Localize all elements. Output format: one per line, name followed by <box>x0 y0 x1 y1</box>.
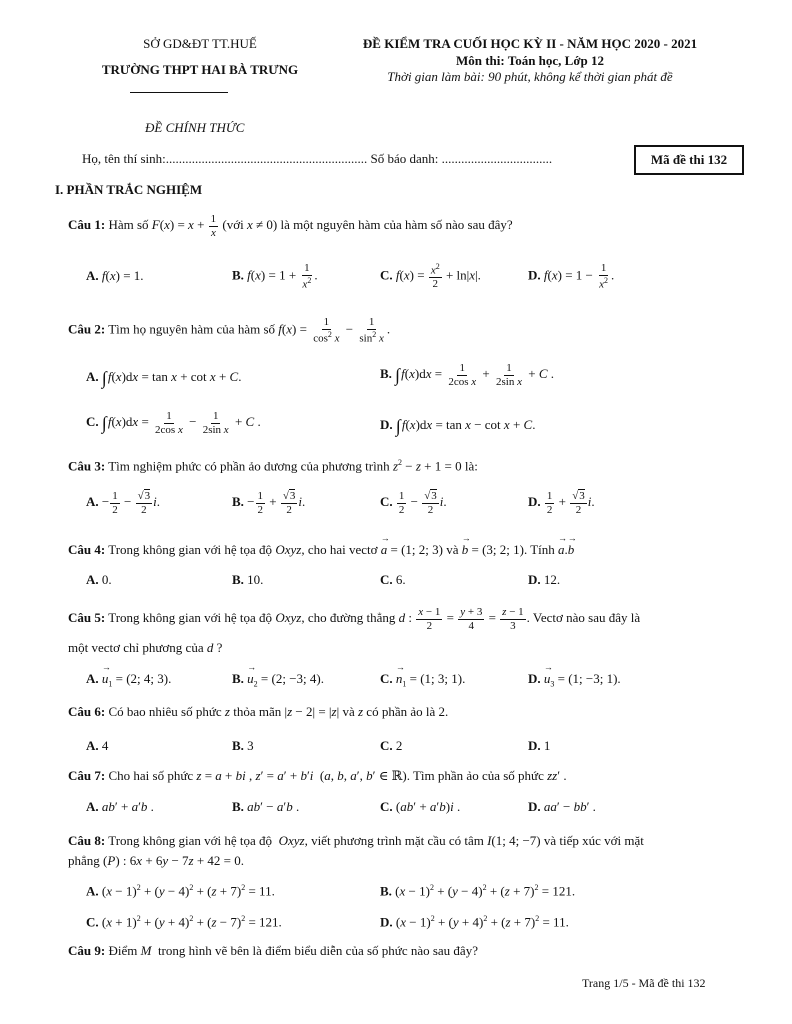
exam-duration: Thời gian làm bài: 90 phút, không kể thời gian phát đề <box>387 69 673 84</box>
option-7c[interactable]: C. (ab′ + a′b)i . <box>380 799 461 814</box>
question-5: Câu 5: Trong không gian với hệ tọa độ Oxyz, cho đường thẳng d : $\frac{x - 1}{2}$ = $\frac{y + 3}{4}$ = $\frac{z - 1}{3}$ . Vectơ nào sau đây là <box>68 606 641 632</box>
question-label: Câu 3: <box>68 458 106 474</box>
question-text: có phần ảo là 2. <box>366 704 449 719</box>
question-text: một vectơ chỉ phương của <box>68 640 204 655</box>
question-9: Câu 9: Điểm M trong hình vẽ bên là điểm biểu diễn của số phức nào sau đây? <box>68 943 478 958</box>
question-text: Tìm nghiệm phức có phần ảo dương của phương trình <box>108 458 390 474</box>
option-8c[interactable]: C. $(x + 1)^2 + (y + 4)^2 + (z - 7)^2 = 121$. <box>86 914 282 930</box>
option-2d[interactable]: D. ∫f(x)dx = tan x − cot x + C. <box>380 416 536 436</box>
option-3b[interactable]: B. − $\frac{1}{2}$ + $\frac{√3}{2}$ i. <box>232 490 306 516</box>
option-8b[interactable]: B. $(x - 1)^2 + (y - 4)^2 + (z + 7)^2 = 121$. <box>380 883 576 899</box>
question-1: Câu 1: Hàm số F(x) = x + $\frac{1}{x}$ (với x ≠ 0) là một nguyên hàm của hàm số nào sau đây? <box>68 213 513 239</box>
option-1b[interactable]: B. f(x) = 1 + $\frac{1}{x^2}$ . <box>232 262 318 291</box>
question-text: Hàm số <box>108 217 149 233</box>
option-3c[interactable]: C. $\frac{1}{2}$ − $\frac{√3}{2}$ i. <box>380 490 447 516</box>
question-text: Tìm họ nguyên hàm của hàm số <box>108 321 276 337</box>
option-6a[interactable]: A. 4 <box>86 738 109 753</box>
question-text: Cho hai số phức <box>108 768 194 783</box>
option-3a[interactable]: A. − $\frac{1}{2}$ − $\frac{√3}{2}$ i. <box>86 490 160 516</box>
option-6d[interactable]: D. 1 <box>528 738 551 753</box>
question-text: và <box>342 704 355 719</box>
question-7: Câu 7: Cho hai số phức z = a + bi , z′ = a′ + b′i (a, b, a′, b′ ∈ ℝ). Tìm phần ảo của số phức zz′ . <box>68 768 567 783</box>
question-text: . Tìm phần ảo của số phức <box>406 768 544 783</box>
question-text: Trong không gian với hệ tọa độ <box>108 610 273 626</box>
option-1a[interactable]: A. f(x) = 1. <box>86 268 144 283</box>
option-7b[interactable]: B. ab′ − a′b . <box>232 799 300 814</box>
question-label: Câu 7: <box>68 768 106 783</box>
option-6b[interactable]: B. 3 <box>232 738 254 753</box>
section-title: I. PHẦN TRẮC NGHIỆM <box>55 182 203 197</box>
question-text: (với <box>222 217 244 233</box>
question-text: trong hình vẽ bên là điểm biểu diễn của số phức nào sau đây? <box>157 943 478 958</box>
option-6c[interactable]: C. 2 <box>380 738 403 753</box>
question-label: Câu 2: <box>68 321 106 337</box>
question-text: và tiếp xúc với mặt <box>543 833 644 848</box>
question-text: , cho hai vectơ <box>301 542 378 557</box>
option-4d[interactable]: D. 12. <box>528 572 561 587</box>
option-2c[interactable]: C. ∫f(x)dx = $\frac{1}{\text{2cos x}}$ − $\frac{1}{\text{2sin x}}$ + C . <box>86 410 261 436</box>
page-footer: Trang 1/5 - Mã đề thi 132 <box>582 976 706 990</box>
question-4: Câu 4: Trong không gian với hệ tọa độ Oxyz, cho hai vectơ → a = (1; 2; 3) và → b = (3; 2; 1). Tính → a.→ b <box>68 542 574 558</box>
exam-subject: Môn thi: Toán học, Lớp 12 <box>455 53 605 68</box>
option-1d[interactable]: D. f(x) = 1 − $\frac{1}{x^2}$ . <box>528 262 615 291</box>
question-text: là: <box>464 458 478 474</box>
option-5b[interactable]: B. → $u_2 = (2$; −3; 4). <box>232 671 324 689</box>
option-2a[interactable]: A. ∫f(x)dx = tan x + cot x + C. <box>86 368 242 388</box>
school-name: TRƯỜNG THPT HAI BÀ TRƯNG <box>101 62 299 77</box>
question-text: phẳng <box>68 853 100 868</box>
question-8-cont: phẳng (P) : 6x + 6y − 7z + 42 = 0. <box>68 853 245 868</box>
header-divider <box>130 92 228 93</box>
question-text: Điểm <box>108 943 138 958</box>
question-text: Có bao nhiêu số phức <box>108 704 222 719</box>
option-5d[interactable]: D. → $u_3 = (1$; −3; 1). <box>528 671 621 689</box>
question-label: Câu 5: <box>68 610 106 626</box>
question-label: Câu 4: <box>68 542 106 557</box>
student-info-line: Họ, tên thí sinh:.............................................................. Số báo danh: .................................. <box>82 151 553 166</box>
option-2b[interactable]: B. ∫f(x)dx = $\frac{1}{\text{2cos x}}$ + $\frac{1}{\text{2sin x}}$ + C . <box>380 362 554 388</box>
question-6: Câu 6: Có bao nhiêu số phức z thỏa mãn |z − 2| = |z| và z có phần ảo là 2. <box>68 704 449 719</box>
exam-code-box: Mã đề thi 132 <box>634 145 744 175</box>
option-8d[interactable]: D. $(x - 1)^2 + (y + 4)^2 + (z + 7)^2 = 11$. <box>380 914 569 930</box>
question-text: Trong không gian với hệ tọa độ <box>108 833 273 848</box>
option-1c[interactable]: C. f(x) = $\frac{x^2}{2}$ + ln|x|. <box>380 262 481 291</box>
question-8: Câu 8: Trong không gian với hệ tọa độ Oxyz, viết phương trình mặt cầu có tâm I(1; 4; −7) và tiếp xúc với mặt <box>68 833 644 848</box>
dept-name: SỞ GD&ĐT TT.HUẾ <box>143 36 257 51</box>
question-label: Câu 6: <box>68 704 106 719</box>
option-5a[interactable]: A. → $u_1 = (2$; 4; 3). <box>86 671 171 689</box>
question-2: Câu 2: Tìm họ nguyên hàm của hàm số f(x) = $\frac{1}{\cos^2 x}$ − $\frac{1}{\sin^2 x}$ . <box>68 316 391 345</box>
question-text: ) là một nguyên hàm của hàm số nào sau đây? <box>272 217 513 233</box>
option-5c[interactable]: C. → $n_1 = (1$; 3; 1). <box>380 671 465 689</box>
question-3: Câu 3: Tìm nghiệm phức có phần ảo dương của phương trình $z^2 - z + 1 = 0$ là: <box>68 458 478 474</box>
question-text: Trong không gian với hệ tọa độ <box>108 542 273 557</box>
question-label: Câu 1: <box>68 217 106 233</box>
question-text: , cho đường thẳng <box>301 610 396 626</box>
question-label: Câu 8: <box>68 833 106 848</box>
option-7d[interactable]: D. aa′ − bb′ . <box>528 799 596 814</box>
option-8a[interactable]: A. $(x - 1)^2 + (y - 4)^2 + (z + 7)^2 = 11$. <box>86 883 275 899</box>
question-text: . Tính <box>523 542 555 557</box>
official-label: ĐỀ CHÍNH THỨC <box>145 120 245 135</box>
question-text: , viết phương trình mặt cầu có tâm <box>304 833 484 848</box>
question-label: Câu 9: <box>68 943 106 958</box>
exam-title: ĐỀ KIỂM TRA CUỐI HỌC KỲ II - NĂM HỌC 2020 - 2021 <box>362 36 698 51</box>
question-5-cont: một vectơ chỉ phương của d ? <box>68 640 223 655</box>
question-text: và <box>446 542 459 557</box>
option-4b[interactable]: B. 10. <box>232 572 264 587</box>
option-3d[interactable]: D. $\frac{1}{2}$ + $\frac{√3}{2}$ i. <box>528 490 595 516</box>
question-text: . Vectơ nào sau đây là <box>526 610 641 626</box>
question-text: thỏa mãn <box>233 704 282 719</box>
option-7a[interactable]: A. ab′ + a′b . <box>86 799 154 814</box>
option-4c[interactable]: C. 6. <box>380 572 406 587</box>
option-4a[interactable]: A. 0. <box>86 572 112 587</box>
